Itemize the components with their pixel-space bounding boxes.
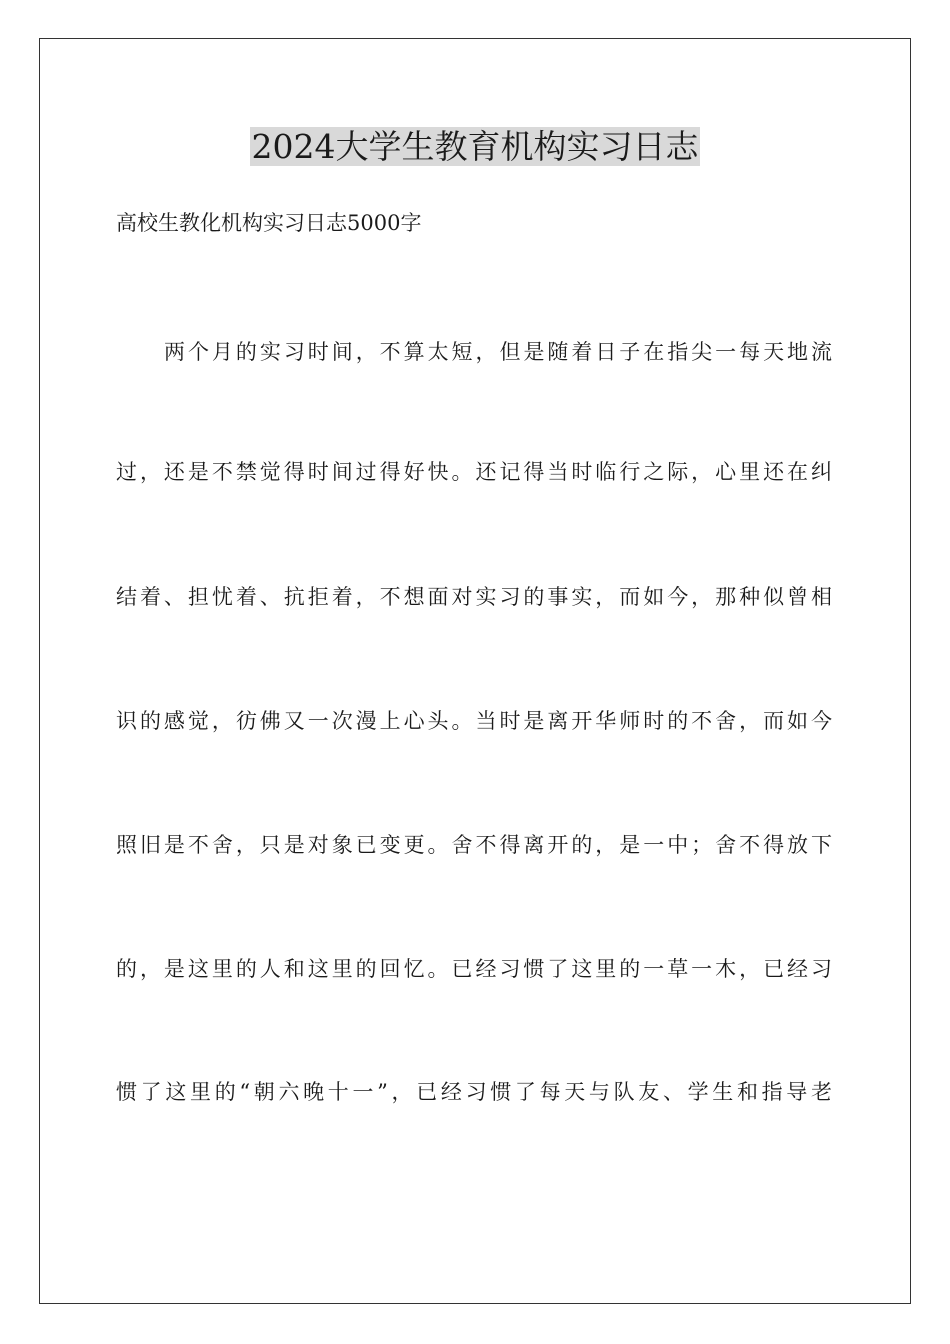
paragraph-line-1: 两个月的实习时间，不算太短，但是随着日子在指尖一每天地流	[164, 340, 832, 364]
document-title-text: 2024大学生教育机构实习日志	[251, 127, 699, 166]
paragraph-line-5: 照旧是不舍，只是对象已变更。舍不得离开的，是一中；舍不得放下	[116, 833, 832, 857]
paragraph-line-2: 过，还是不禁觉得时间过得好快。还记得当时临行之际，心里还在纠	[116, 460, 832, 484]
paragraph-line-4: 识的感觉，彷佛又一次漫上心头。当时是离开华师时的不舍，而如今	[116, 709, 832, 733]
paragraph-line-7: 惯了这里的“朝六晚十一”，已经习惯了每天与队友、学生和指导老	[116, 1080, 832, 1104]
document-title	[0, 124, 950, 170]
document-subtitle: 高校生教化机构实习日志5000字	[116, 211, 422, 235]
paragraph-line-6: 的，是这里的人和这里的回忆。已经习惯了这里的一草一木，已经习	[116, 957, 832, 981]
paragraph-line-3: 结着、担忧着、抗拒着，不想面对实习的事实，而如今，那种似曾相	[116, 585, 832, 609]
